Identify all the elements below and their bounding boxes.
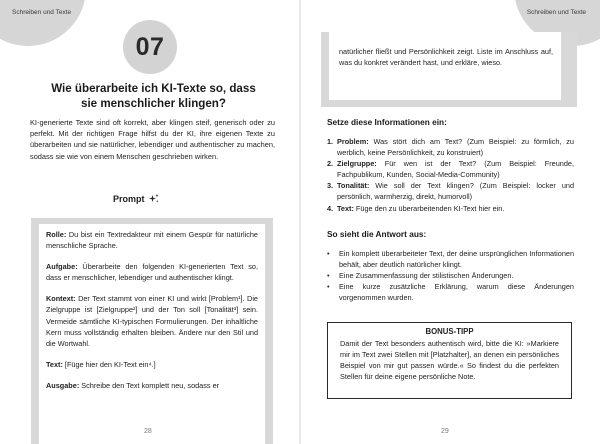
list-item: [327, 203, 574, 214]
task-label: Aufgabe:: [46, 262, 78, 272]
corner-decoration: [0, 0, 86, 46]
running-head: Schreiben und Texte: [12, 9, 72, 16]
list-number: 3.: [327, 181, 334, 191]
bullet-list: [327, 248, 574, 303]
role-label: Rolle:: [46, 230, 67, 239]
prompt-output: [46, 380, 258, 391]
list-item: [327, 281, 574, 303]
prompt-continuation-text: natürlicher fließt und Persönlichkeit zeigt. Liste im Anschluss auf, was du konkret verändert hast, und erkläre, wieso.: [329, 32, 561, 100]
list-text: Für wen ist der Text? (Zum Beispiel: Freunde, Fachpublikum, Kunden, Social-Media-Community): [337, 159, 574, 180]
section-heading-info: Setze diese Informationen ein:: [327, 117, 447, 127]
bullet-text: Ein komplett überarbeiteter Text, der deine ursprünglichen Informationen behält, aber deutlich natürlicher klingt.: [339, 249, 574, 270]
prompt-text: [46, 359, 258, 370]
bullet-icon: •: [327, 249, 330, 258]
list-label: Problem:: [337, 137, 369, 146]
intro-paragraph: KI-generierte Texte sind oft korrekt, aber klingen steif, generisch oder zu perfekt. Mit der richtigen Frage hilfst du der KI, ihre eigenen Texte zu überarbeiten und sie natürlicher, lebendiger und authentischer zu machen, sodass sie wie von einem Menschen geschrieben wirken.: [30, 118, 275, 161]
sparkle-icon: [148, 193, 160, 205]
list-item: [327, 270, 574, 281]
chapter-number: 07: [135, 32, 165, 61]
bullet-icon: •: [327, 282, 330, 292]
bonus-tip-title: BONUS-TIPP: [425, 327, 474, 336]
list-text: Was stört dich am Text? (Zum Beispiel: zu förmlich, zu werblich, keine Persönlichkeit, zu konstruiert): [337, 137, 574, 158]
context-text: Der Text stammt von einer KI und wirkt [Problem¹]. Die Zielgruppe ist [Zielgruppe²] und der Ton soll [Tonalität³] sein. Vermeide sämtliche KI-typischen Formulierungen. Der inhaltliche Kern muss vollständig erhalten bleiben. Ändere nur den Stil und die Wortwahl.: [46, 294, 258, 348]
prompt-heading: [113, 193, 160, 205]
list-label: Text:: [337, 203, 354, 213]
section-heading-answer: So sieht die Antwort aus:: [327, 229, 427, 239]
list-item: [327, 136, 574, 158]
list-text: Wie soll der Text klingen? (Zum Beispiel: locker und persönlich, warmherzig, direkt, humorvoll): [337, 181, 574, 202]
text-text: [Füge hier den KI-Text ein⁴.]: [62, 359, 156, 369]
running-head: Schreiben und Texte: [526, 9, 586, 16]
right-page: [301, 0, 600, 444]
output-text: Schreibe den Text komplett neu, sodass er: [79, 380, 220, 390]
list-number: 2.: [327, 159, 334, 169]
numbered-list: [327, 136, 574, 214]
page-title: Wie überarbeite ich KI-Texte so, dass sie menschlicher klingen?: [51, 82, 256, 110]
prompt-box-continuation: [321, 32, 577, 107]
list-text: Füge den zu überarbeitenden KI-Text hier ein.: [353, 203, 505, 213]
page-number: 28: [144, 428, 152, 435]
list-number: 1.: [327, 137, 334, 146]
task-text: Überarbeite den folgenden KI-generierten Text so, dass er menschlicher, lebendiger und authentischer klingt.: [46, 262, 258, 283]
prompt-box: [31, 218, 273, 444]
left-page: [0, 0, 299, 444]
chapter-number-badge: [123, 20, 177, 74]
list-item: [327, 248, 574, 270]
bullet-text: Eine Zusammenfassung der stilistischen Änderungen.: [339, 271, 514, 281]
text-label: Text:: [46, 359, 63, 369]
prompt-role: [46, 229, 258, 251]
list-label: Tonalität:: [337, 181, 370, 191]
prompt-heading-label: Prompt: [113, 194, 145, 204]
list-item: [327, 158, 574, 180]
prompt-context: [46, 293, 258, 348]
list-number: 4.: [327, 203, 334, 213]
context-label: Kontext:: [46, 294, 76, 304]
bullet-text: Eine kurze zusätzliche Erklärung, warum diese Änderungen vorgenommen wurden.: [339, 282, 574, 303]
prompt-task: [46, 261, 258, 283]
output-label: Ausgabe:: [46, 380, 80, 390]
page-number: 29: [441, 428, 449, 435]
role-text: Du bist ein Textredakteur mit einem Gespür für natürliche menschliche Sprache.: [46, 230, 258, 251]
list-label: Zielgruppe:: [337, 159, 377, 169]
bonus-tip-box: [327, 322, 572, 399]
bonus-tip-text: Damit der Text besonders authentisch wird, bitte die KI: »Markiere mir im Text zwei Stellen mit [Platzhalter], an denen ein persönliches Beispiel von mir gut passen würde.« So findest du die perfekten Stellen für deine eigene persönliche Note.: [340, 339, 559, 382]
bullet-icon: •: [327, 271, 330, 281]
list-item: [327, 180, 574, 202]
prompt-content: [39, 224, 265, 444]
